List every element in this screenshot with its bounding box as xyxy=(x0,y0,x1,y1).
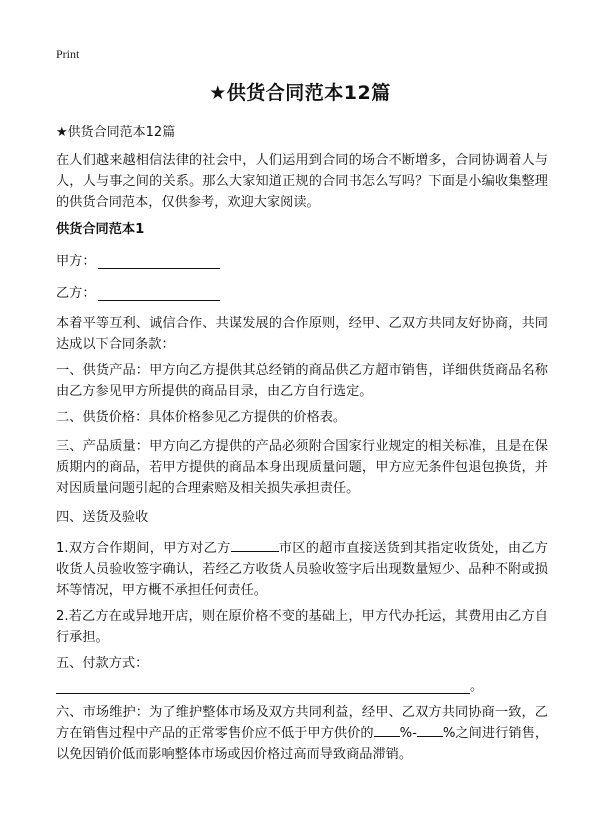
clause-6-blank-2 xyxy=(417,724,443,737)
clause-1: 一、供货产品：甲方向乙方提供其总经销的商品供乙方超市销售，详细供货商品名称由乙方参见甲方所提供的商品目录，由乙方自行选定。 xyxy=(56,363,548,399)
payment-blank xyxy=(56,679,470,694)
clause-6-text-b: %- xyxy=(399,726,417,741)
party-b-blank xyxy=(98,286,220,301)
print-link[interactable]: Print xyxy=(56,47,80,61)
clause-6-text-a: 六、市场维护：为了维护整体市场及双方共同利益，经甲、乙双方共同协商一致，乙方在销售过程中产品的正常零售价应不低于甲方供价的 xyxy=(56,705,548,741)
clause-4-1-text-a: 1.双方合作期间，甲方对乙方 xyxy=(56,541,231,556)
party-b-line xyxy=(56,282,220,301)
party-a-line xyxy=(56,250,220,269)
intro-paragraph: 在人们越来越相信法律的社会中，人们运用到合同的场合不断增多，合同协调着人与人，人与事之间的关系。那么大家知道正规的合同书怎么写吗？下面是小编收集整理的供货合同范本，仅供参考，欢迎大家阅读。 xyxy=(56,153,548,210)
clause-6 xyxy=(56,702,548,765)
payment-end-mark: 。 xyxy=(470,679,484,694)
clause-4-2: 2.若乙方在或异地开店，则在原价格不变的基础上，甲方代办托运，其费用由乙方自行承担。 xyxy=(56,609,548,645)
document-title: ★供货合同范本12篇 xyxy=(209,82,391,104)
clause-4-1-blank xyxy=(231,539,279,552)
clause-6-text-c: %之间进行销售，以免因销价低而影响整体市场或因价格过高而导致商品滞销。 xyxy=(56,726,549,762)
clause-6-blank-1 xyxy=(374,724,400,737)
party-b-label: 乙方： xyxy=(56,286,96,301)
clause-5: 五、付款方式： xyxy=(56,656,149,671)
clause-3: 三、产品质量：甲方向乙方提供的产品必须附合国家行业规定的相关标准，且是在保质期内的商品，若甲方提供的商品本身出现质量问题，甲方应无条件包退包换货，并对因质量问题引起的合理索赔及相关损失承担责任。 xyxy=(56,439,548,496)
clause-2: 二、供货价格：具体价格参见乙方提供的价格表。 xyxy=(56,410,347,425)
payment-blank-row xyxy=(56,675,483,694)
preamble-paragraph: 本着平等互利、诚信合作、共谋发展的合作原则，经甲、乙双方共同友好协商，共同达成以下合同条款： xyxy=(56,316,548,352)
party-a-label: 甲方： xyxy=(56,254,96,269)
party-a-blank xyxy=(98,254,220,269)
section-heading: 供货合同范本1 xyxy=(56,222,145,237)
document-subtitle: ★供货合同范本12篇 xyxy=(56,125,176,140)
clause-4-1-text-b: 市区的超市直接送货到其指定收货处，由乙方收货人员验收签字确认，若经乙方收货人员验收签字后出现数量短少、品种不附或损坏等情况，甲方概不承担任何责任。 xyxy=(56,541,548,598)
clause-4-1 xyxy=(56,538,548,601)
clause-4-title: 四、送货及验收 xyxy=(56,510,149,525)
